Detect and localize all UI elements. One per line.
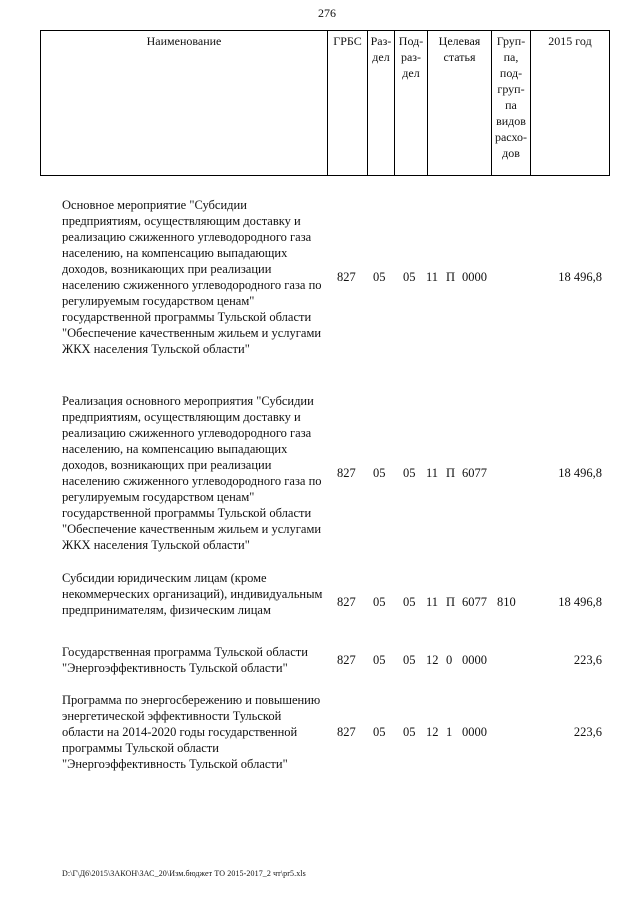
row-target-part2: П — [446, 270, 456, 284]
header-grbs: ГРБС — [327, 30, 367, 176]
row-target-part1: 11 — [426, 270, 439, 284]
row-name: Программа по энергосбережению и повышению энергетической эффективности Тульской области на 2014-2020 годы государственной программы Тульской области "Энергоэффективность Тульской области" — [62, 693, 321, 771]
row-grbs: 827 — [337, 725, 356, 739]
row-grbs: 827 — [337, 466, 356, 480]
row-target-part3: 0000 — [462, 725, 487, 739]
row-target-part3: 0000 — [462, 653, 487, 667]
header-podrazdel: Под- раз- дел — [394, 30, 427, 176]
row-podrazdel: 05 — [403, 653, 416, 667]
file-path-footer: D:\Г\Д6\2015\ЗАКОН\ЗАС_20\Изм.бюджет ТО 2015-2017_2 чт\pr5.xls — [62, 869, 306, 878]
row-target-part2: 1 — [446, 725, 453, 739]
row-target-part2: П — [446, 466, 456, 480]
row-amount: 18 496,8 — [558, 595, 602, 609]
row-name: Государственная программа Тульской области "Энергоэффективность Тульской области" — [62, 645, 308, 675]
row-name: Основное мероприятие "Субсидии предприятиям, осуществляющим доставку и реализацию сжиженного углеводородного газа населению, на компенсацию выпадающих доходов, возникающих при реализации населению сжиженного углеводородного газа по регулируемым государством ценам" государственной программы Тульской области "Обеспечение качественным жильем и услугами ЖКХ населения Тульской области" — [62, 198, 322, 356]
row-grbs: 827 — [337, 653, 356, 667]
row-target-part3: 6077 — [462, 466, 487, 480]
row-target-part1: 11 — [426, 595, 439, 609]
row-group: 810 — [497, 595, 516, 609]
row-razdel: 05 — [373, 595, 386, 609]
row-name: Реализация основного мероприятия "Субсидии предприятиям, осуществляющим доставку и реализацию сжиженного углеводородного газа населению, на компенсацию выпадающих доходов, возникающих при реализации населению сжиженного углеводородного газа по регулируемым государством ценам" государственной программы Тульской области "Обеспечение качественным жильем и услугами ЖКХ населения Тульской области" — [62, 394, 322, 552]
row-razdel: 05 — [373, 270, 386, 284]
header-name: Наименование — [40, 30, 327, 176]
row-podrazdel: 05 — [403, 466, 416, 480]
row-razdel: 05 — [373, 466, 386, 480]
row-amount: 18 496,8 — [558, 270, 602, 284]
row-target-part3: 0000 — [462, 270, 487, 284]
row-amount: 18 496,8 — [558, 466, 602, 480]
row-target-part2: 0 — [446, 653, 453, 667]
row-razdel: 05 — [373, 653, 386, 667]
row-target-part1: 11 — [426, 466, 439, 480]
row-podrazdel: 05 — [403, 725, 416, 739]
header-razdel: Раз- дел — [367, 30, 394, 176]
row-target-part3: 6077 — [462, 595, 487, 609]
header-year: 2015 год — [530, 30, 610, 176]
row-target-part1: 12 — [426, 725, 439, 739]
row-target-part1: 12 — [426, 653, 439, 667]
header-group: Груп- па, под- груп- па видов расхо- дов — [491, 30, 530, 176]
row-amount: 223,6 — [573, 653, 602, 667]
row-name: Субсидии юридическим лицам (кроме некоммерческих организаций), индивидуальным предпринимателям, физическим лицам — [62, 571, 323, 617]
row-grbs: 827 — [337, 270, 356, 284]
row-grbs: 827 — [337, 595, 356, 609]
row-razdel: 05 — [373, 725, 386, 739]
header-target: Целевая статья — [427, 30, 491, 176]
page-number: 276 — [318, 6, 336, 20]
row-podrazdel: 05 — [403, 270, 416, 284]
row-podrazdel: 05 — [403, 595, 416, 609]
row-target-part2: П — [446, 595, 456, 609]
row-amount: 223,6 — [573, 725, 602, 739]
